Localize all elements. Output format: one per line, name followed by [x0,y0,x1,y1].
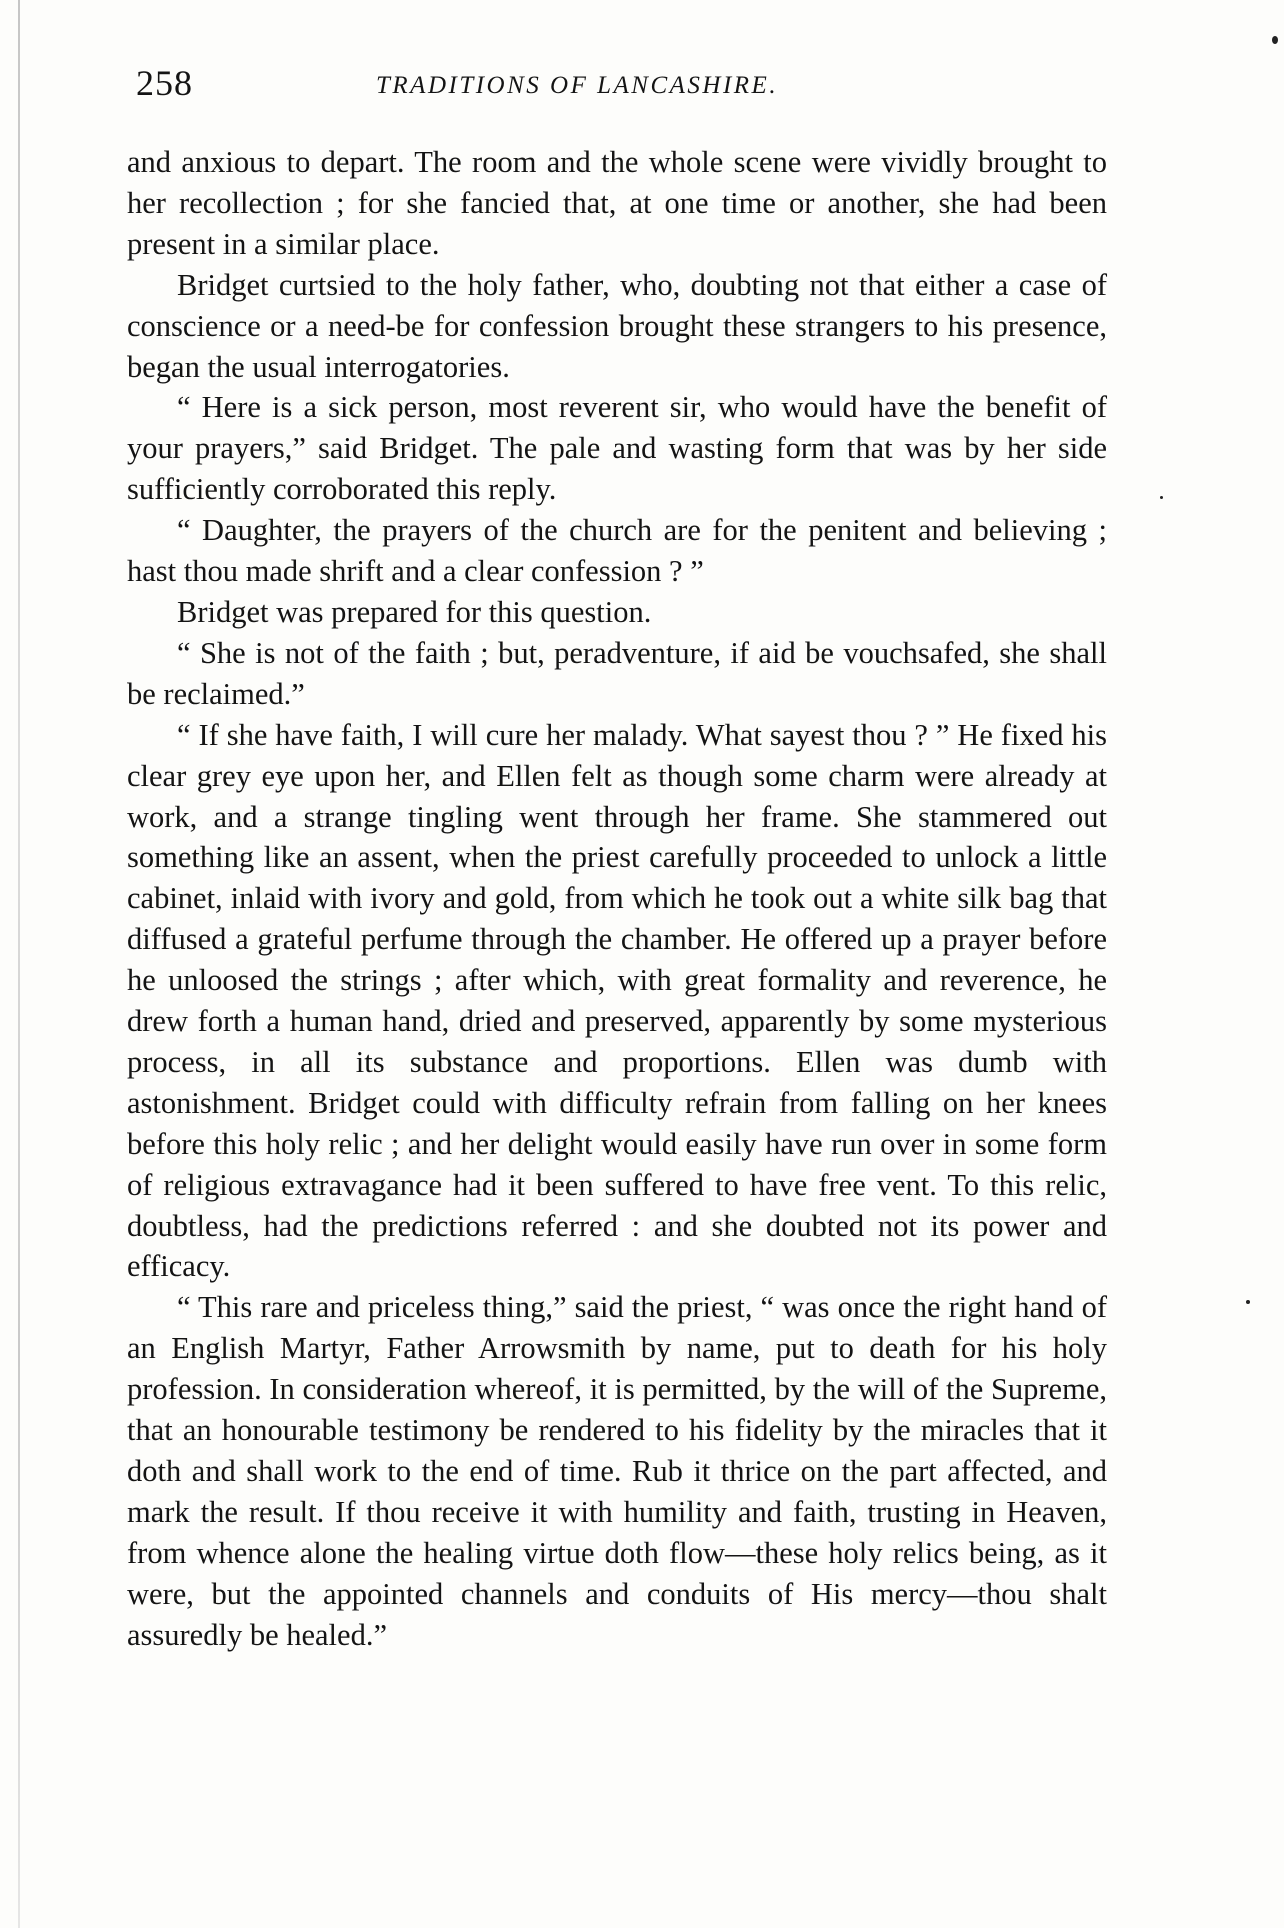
running-title: TRADITIONS OF LANCASHIRE. [376,72,779,99]
paragraph-2: Bridget curtsied to the holy father, who, doubting not that either a case of conscience or a need-be for confession brought these strangers to his presence, began the usual interrogatories. [127,267,1107,384]
scan-speck [1246,1300,1250,1304]
scan-speck [1160,496,1163,499]
page-number: 258 [136,63,193,103]
scan-speck [1272,36,1278,44]
paragraph-5: Bridget was prepared for this question. [177,594,652,629]
paragraph-8: “ This rare and priceless thing,” said the priest, “ was once the right hand of an English Martyr, Father Arrowsmith by name, put to death for his holy profession. In consideration whereof, it is permitted, by the will of the Supreme, that an honourable testimony be rendered to his fidelity by the miracles that it doth and shall work to the end of time. Rub it thrice on the part affected, and mark the result. If thou receive it with humility and faith, trusting in Heaven, from whence alone the healing virtue doth flow—these holy relics being, as it were, but the appointed channels and conduits of His mercy—thou shalt assuredly be healed.” [127,1290,1107,1652]
running-head [136,62,1126,106]
paragraph-1: and anxious to depart. The room and the whole scene were vividly brought to her recollection ; for she fancied that, at one time or another, she had been present in a similar place. [127,145,1107,261]
paragraph-3: “ Here is a sick person, most reverent sir, who would have the benefit of your prayers,” said Bridget. The pale and wasting form that was by her side sufficiently corroborated this reply. [127,390,1107,507]
paragraph-4: “ Daughter, the prayers of the church are for the penitent and believing ; hast thou made shrift and a clear confession ? ” [127,513,1107,589]
paragraph-7: “ If she have faith, I will cure her malady. What sayest thou ? ” He fixed his clear grey eye upon her, and Ellen felt as though some charm were already at work, and a strange tingling went through her frame. She stammered out something like an assent, when the priest carefully proceeded to unlock a little cabinet, inlaid with ivory and gold, from which he took out a white silk bag that diffused a grateful perfume through the chamber. He offered up a prayer before he unloosed the strings ; after which, with great formality and reverence, he drew forth a human hand, dried and preserved, apparently by some mysterious process, in all its substance and proportions. Ellen was dumb with astonishment. Bridget could with difficulty refrain from falling on her knees before this holy relic ; and her delight would easily have run over in some form of religious extravagance had it been suffered to have free vent. To this relic, doubtless, had the predictions referred : and she doubted not its power and efficacy. [127,717,1107,1284]
scan-binding-edge [18,0,20,1928]
paragraph-6: “ She is not of the faith ; but, peradventure, if aid be vouchsafed, she shall be reclaimed.” [127,635,1107,711]
body-text [127,142,1107,1656]
